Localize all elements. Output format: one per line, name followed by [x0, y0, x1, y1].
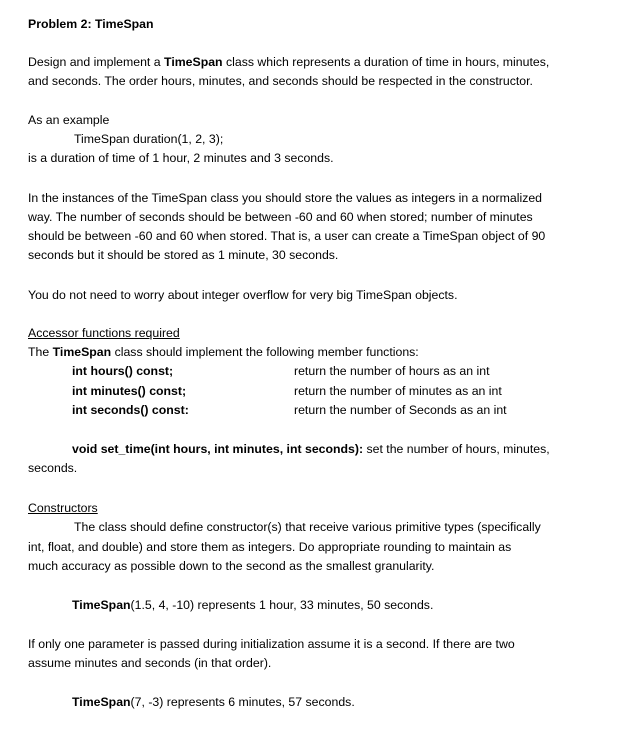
params-line-1: If only one parameter is passed during initialization assume it is a second. If there are two: [28, 637, 515, 651]
set-time-line: [72, 442, 550, 457]
accessor-row: [72, 403, 612, 418]
constructors-heading: Constructors: [28, 501, 98, 515]
params-line-2: assume minutes and seconds (in that order).: [28, 656, 272, 670]
constructors-line-3: much accuracy as possible down to the second as the smallest granularity.: [28, 559, 435, 573]
constructor-example-1: TimeSpan(1.5, 4, -10) represents 1 hour, 33 minutes, 50 seconds.: [72, 598, 434, 612]
constructors-line-1: The class should define constructor(s) that receive various primitive types (specifically: [74, 520, 541, 534]
example-desc: is a duration of time of 1 hour, 2 minutes and 3 seconds.: [28, 151, 334, 165]
problem-title: Problem 2: TimeSpan: [28, 17, 154, 31]
intro-line-2: and seconds. The order hours, minutes, and seconds should be respected in the constructor.: [28, 74, 533, 88]
accessor-description: return the number of Seconds as an int: [294, 403, 507, 417]
intro-line-1: Design and implement a TimeSpan class which represents a duration of time in hours, minutes,: [28, 55, 550, 69]
accessor-row: [72, 384, 612, 399]
accessor-description: return the number of hours as an int: [294, 364, 490, 378]
overflow-note: You do not need to worry about integer overflow for very big TimeSpan objects.: [28, 288, 458, 302]
normalize-line-4: seconds but it should be stored as 1 minute, 30 seconds.: [28, 248, 339, 262]
set-time-signature: void set_time(int hours, int minutes, int seconds):: [72, 442, 364, 456]
set-time-description: set the number of hours, minutes,: [363, 442, 550, 456]
normalize-line-2: way. The number of seconds should be between -60 and 60 when stored; number of minutes: [28, 210, 533, 224]
accessor-row: [72, 364, 612, 379]
example-code: TimeSpan duration(1, 2, 3);: [74, 132, 224, 146]
set-time-continuation: seconds.: [28, 461, 78, 475]
accessors-heading: Accessor functions required: [28, 326, 180, 340]
normalize-line-1: In the instances of the TimeSpan class you should store the values as integers in a normalized: [28, 191, 543, 205]
accessor-signature: int hours() const;: [72, 364, 174, 378]
constructor-example-2: TimeSpan(7, -3) represents 6 minutes, 57 seconds.: [72, 695, 355, 709]
accessors-intro: The TimeSpan class should implement the following member functions:: [28, 345, 419, 359]
accessor-signature: int minutes() const;: [72, 384, 187, 398]
accessor-signature: int seconds() const:: [72, 403, 189, 417]
constructors-line-2: int, float, and double) and store them as integers. Do appropriate rounding to maintain as: [28, 540, 512, 554]
example-label: As an example: [28, 113, 110, 127]
accessor-description: return the number of minutes as an int: [294, 384, 502, 398]
normalize-line-3: should be between -60 and 60 when stored. That is, a user can create a TimeSpan object of 90: [28, 229, 546, 243]
